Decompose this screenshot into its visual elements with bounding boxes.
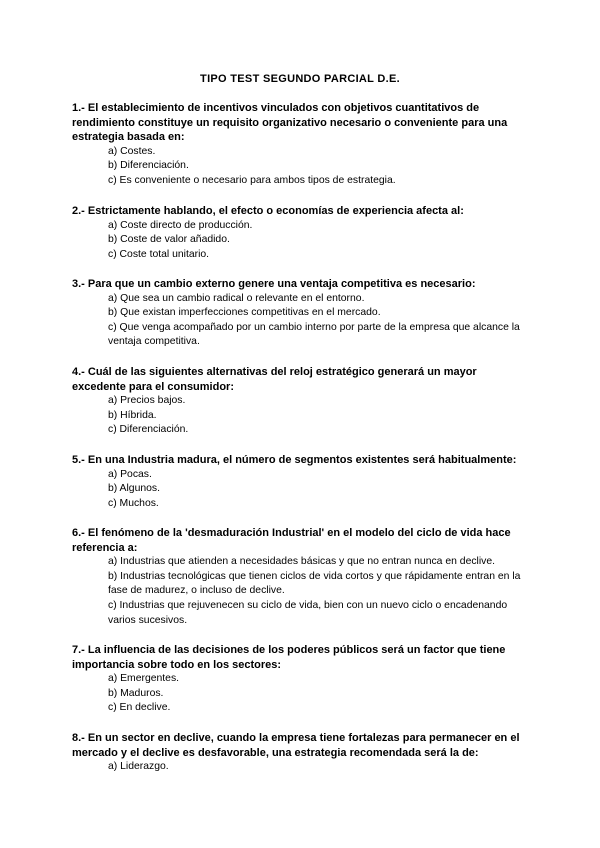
option-c: c) Que venga acompañado por un cambio interno por parte de la empresa que alcance la ventaja competitiva.	[108, 321, 520, 348]
question-stem: 6.- El fenómeno de la 'desmaduración Industrial' en el modelo del ciclo de vida hace referencia a:	[72, 527, 511, 554]
question-stem: 2.- Estrictamente hablando, el efecto o economías de experiencia afecta al:	[72, 205, 464, 217]
option-c: c) Diferenciación.	[108, 424, 189, 436]
option-b: b) Algunos.	[108, 483, 160, 495]
option-a: a) Pocas.	[108, 468, 152, 480]
question-7	[72, 643, 532, 716]
option-b: b) Híbrida.	[108, 409, 157, 421]
option-c: c) Muchos.	[108, 497, 159, 509]
question-2	[72, 204, 532, 262]
options-list	[72, 219, 532, 263]
option-a: a) Que sea un cambio radical o relevante en el entorno.	[108, 292, 365, 304]
question-stem: 1.- El establecimiento de incentivos vinculados con objetivos cuantitativos de rendimiento constituye un requisito organizativo necesario o conveniente para una estrategia basada en:	[72, 102, 508, 144]
options-list	[72, 760, 532, 775]
question-6	[72, 526, 532, 628]
options-list	[72, 394, 532, 438]
option-a: a) Coste directo de producción.	[108, 219, 253, 231]
option-c: c) En declive.	[108, 702, 171, 714]
option-a: a) Liderazgo.	[108, 761, 169, 773]
option-a: a) Industrias que atienden a necesidades básicas y que no entran nunca en declive.	[108, 556, 496, 568]
option-b: b) Que existan imperfecciones competitivas en el mercado.	[108, 307, 381, 319]
option-b: b) Industrias tecnológicas que tienen ciclos de vida cortos y que rápidamente entran en la fase de madurez, o incluso de declive.	[108, 570, 521, 597]
options-list	[72, 672, 532, 716]
question-3	[72, 277, 532, 350]
question-8	[72, 731, 532, 775]
option-b: b) Coste de valor añadido.	[108, 234, 230, 246]
options-list	[72, 468, 532, 512]
option-a: a) Precios bajos.	[108, 395, 186, 407]
option-c: c) Es conveniente o necesario para ambos tipos de estrategia.	[108, 174, 396, 186]
options-list	[72, 292, 532, 350]
page-title: TIPO TEST SEGUNDO PARCIAL D.E.	[200, 73, 400, 85]
question-stem: 8.- En un sector en declive, cuando la empresa tiene fortalezas para permanecer en el mercado y el declive es desfavorable, una estrategia recomendada será la de:	[72, 732, 520, 759]
options-list	[72, 555, 532, 628]
question-stem: 7.- La influencia de las decisiones de los poderes públicos será un factor que tiene importancia sobre todo en los sectores:	[72, 644, 506, 671]
option-a: a) Costes.	[108, 145, 156, 157]
question-5	[72, 453, 532, 511]
option-c: c) Coste total unitario.	[108, 248, 210, 260]
question-4	[72, 365, 532, 438]
option-b: b) Diferenciación.	[108, 160, 189, 172]
question-stem: 5.- En una Industria madura, el número de segmentos existentes será habitualmente:	[72, 454, 517, 466]
option-b: b) Maduros.	[108, 687, 164, 699]
option-a: a) Emergentes.	[108, 673, 180, 685]
options-list	[72, 145, 532, 189]
question-stem: 4.- Cuál de las siguientes alternativas del reloj estratégico generará un mayor excedente para el consumidor:	[72, 366, 477, 393]
option-c: c) Industrias que rejuvenecen su ciclo de vida, bien con un nuevo ciclo o encadenando varios sucesivos.	[108, 599, 508, 626]
question-stem: 3.- Para que un cambio externo genere una ventaja competitiva es necesario:	[72, 278, 476, 290]
question-1	[72, 101, 532, 189]
